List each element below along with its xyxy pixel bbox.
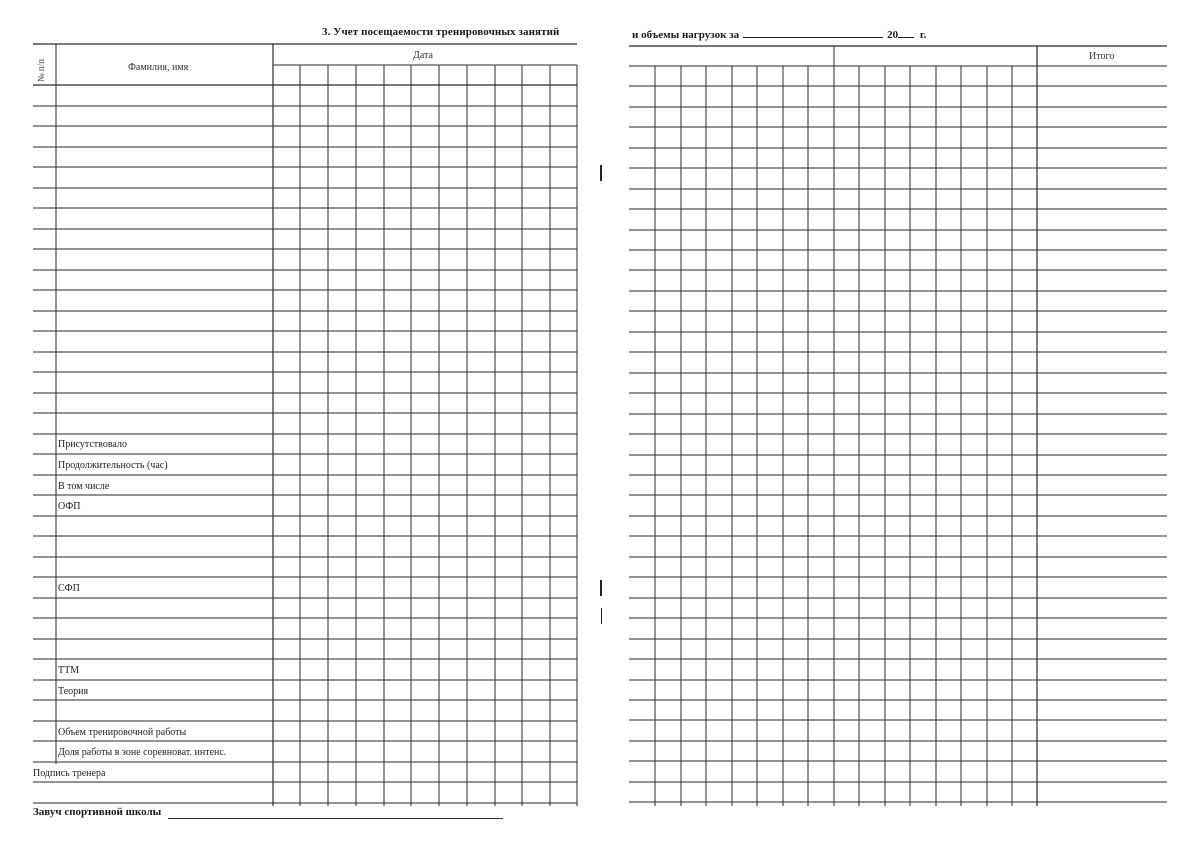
row-label-volume: Объем тренировочной работы [58,727,187,738]
page-title-left: 3. Учет посещаемости тренировочных занятий [322,26,560,38]
header-date: Дата [413,50,433,61]
row-label-theory: Теория [58,686,89,697]
row-label-ofp: ОФП [58,501,81,512]
title-right-prefix: и объемы нагрузок за [632,29,740,41]
period-blank[interactable] [743,28,883,38]
title-right-suffix: г. [919,29,927,41]
page-title-right [632,28,926,41]
row-label-attended: Присутствовало [58,439,127,450]
header-name: Фамилия, имя [128,62,189,73]
row-label-ttm: ТТМ [58,665,79,676]
title-right-year: 20 [887,29,899,41]
signature-label: Подпись тренера [33,768,106,779]
signature-line[interactable] [168,818,503,819]
binding-mark [600,580,602,596]
row-label-sfp: СФП [58,583,80,594]
row-label-share: Доля работы в зоне соревноват. интенс. [58,747,227,758]
footer-text: Завуч спортивной школы [33,806,162,818]
row-label-duration: Продолжительность (час) [58,460,168,471]
binding-mark [601,608,602,624]
header-number: № п/п [36,59,46,82]
year-blank[interactable] [898,28,914,38]
binding-mark [600,165,602,181]
row-label-including: В том числе [58,481,110,492]
header-total: Итого [1089,51,1115,62]
